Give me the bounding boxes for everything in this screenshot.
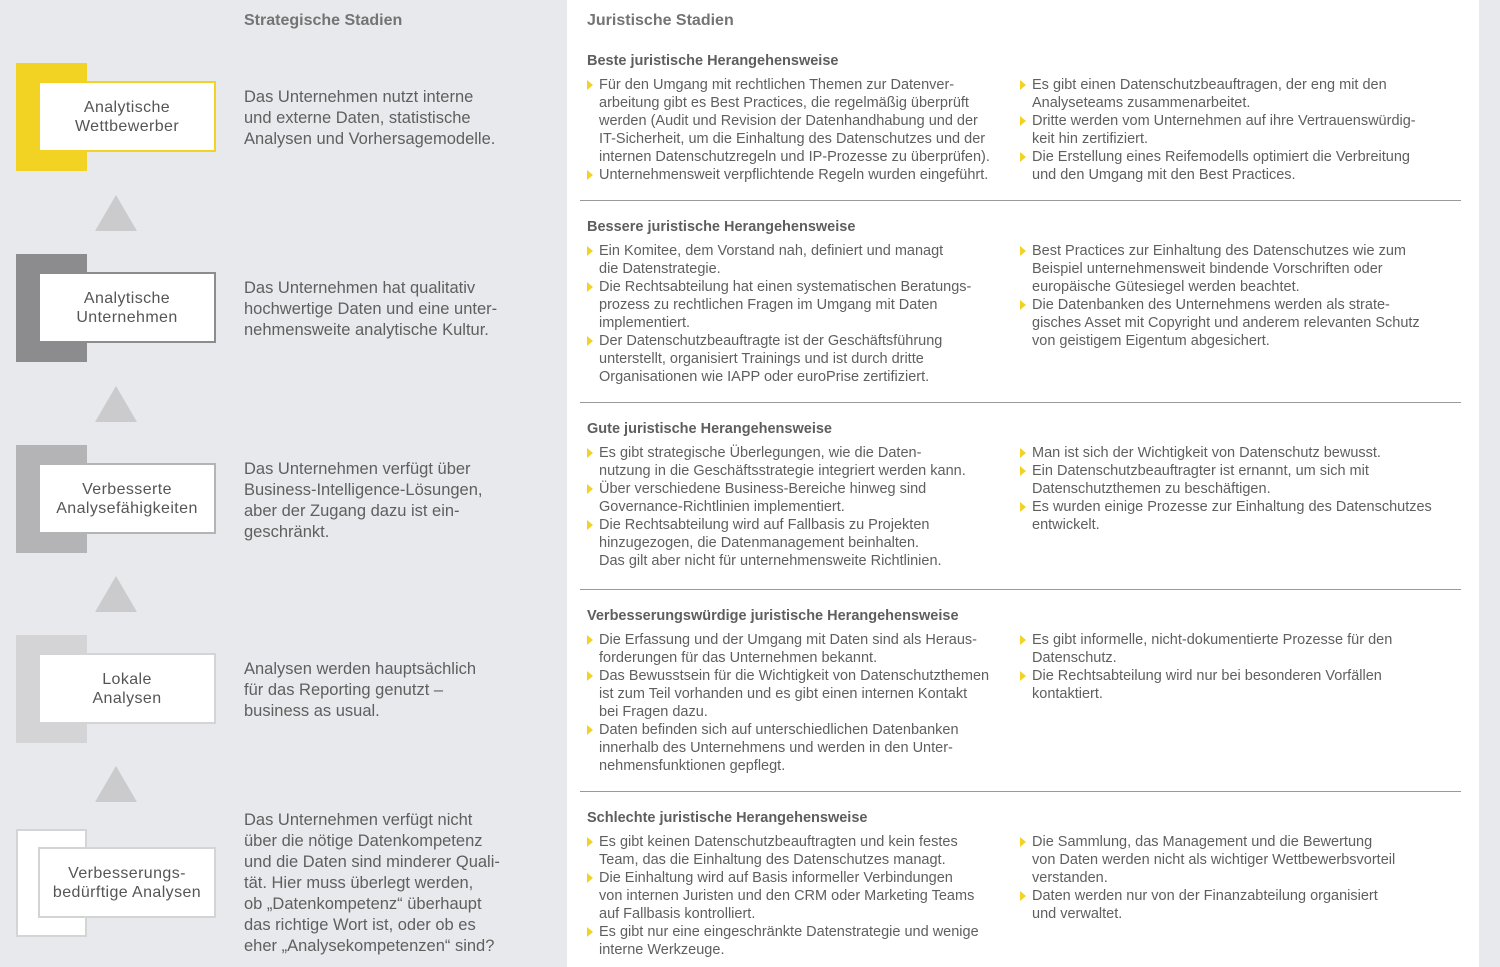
section-divider [580, 791, 1461, 792]
stage-description: Das Unternehmen nutzt interne und externe Daten, statistische Analysen und Vorhersagemodelle. [244, 88, 496, 148]
stage-description: Das Unternehmen verfügt über Business-Intelligence-Lösungen, aber der Zugang dazu ist ein- geschränkt. [244, 460, 483, 541]
section-title: Beste juristische Herangehensweise [587, 53, 839, 69]
bullet-text: Es wurden einige Prozesse zur Einhaltung des Datenschutzes entwickelt. [1032, 499, 1432, 533]
bullet-text: Best Practices zur Einhaltung des Datenschutzes wie zum Beispiel unternehmensweit bindende Vorschriften oder europäische Gütesiegel werden beachtet. [1032, 243, 1406, 295]
bullet-item [587, 278, 1012, 332]
stage-label: Verbesserungs- bedürftige Analysen [38, 847, 216, 918]
bullet-item [1020, 242, 1450, 296]
bullet-text: Das Bewusstsein für die Wichtigkeit von Datenschutzthemen ist zum Teil vorhanden und es gibt einen internen Kontakt bei Fragen dazu. [599, 668, 990, 720]
bullet-list-left [587, 631, 1012, 775]
stage-label: Lokale Analysen [38, 653, 216, 724]
bullet-text: Die Rechtsabteilung wird auf Fallbasis zu Projekten hinzugezogen, die Datenmanagement beinhalten. Das gilt aber nicht für unternehmensweite Richtlinien. [599, 517, 942, 569]
bullet-text: Unternehmensweit verpflichtende Regeln wurden eingeführt. [599, 167, 989, 183]
bullet-list-left [587, 242, 1012, 386]
bullet-item [1020, 76, 1450, 112]
section-title: Bessere juristische Herangehensweise [587, 219, 856, 235]
stage-description: Analysen werden hauptsächlich für das Reporting genutzt – business as usual. [244, 660, 477, 720]
bullet-text: Der Datenschutzbeauftragte ist der Geschäftsführung unterstellt, organisiert Trainings und ist durch dritte Organisationen wie IAPP oder euroPrise zertifiziert. [599, 333, 943, 385]
bullet-text: Es gibt nur eine eingeschränkte Datenstrategie und wenige interne Werkzeuge. [599, 924, 979, 958]
bullet-triangle-icon [1020, 671, 1026, 681]
bullet-item [587, 332, 1012, 386]
bullet-text: Es gibt strategische Überlegungen, wie die Daten- nutzung in die Geschäftsstrategie integriert werden kann. [599, 445, 966, 479]
bullet-triangle-icon [1020, 502, 1026, 512]
legal-section-poor [580, 809, 1461, 958]
bullet-text: Die Rechtsabteilung hat einen systematischen Beratungs- prozess zu rechtlichen Fragen im Umgang mit Daten implementiert. [599, 279, 972, 331]
bullet-triangle-icon [587, 873, 593, 883]
strategic-stages-heading: Strategische Stadien [244, 12, 403, 29]
bullet-text: Man ist sich der Wichtigkeit von Datenschutz bewusst. [1032, 445, 1381, 461]
bullet-triangle-icon [1020, 80, 1026, 90]
bullet-item [587, 516, 1012, 570]
bullet-item [587, 923, 1012, 959]
bullet-list-right [1020, 833, 1450, 923]
bullet-list-left [587, 76, 1012, 184]
bullet-triangle-icon [1020, 891, 1026, 901]
bullet-item [587, 76, 1012, 166]
bullet-item [1020, 833, 1450, 887]
bullet-list-right [1020, 631, 1450, 703]
bullet-text: Die Rechtsabteilung wird nur bei besonderen Vorfällen kontaktiert. [1032, 668, 1382, 702]
stage-analytical-companies [16, 254, 216, 362]
bullet-item [587, 667, 1012, 721]
section-title: Verbesserungswürdige juristische Herangehensweise [587, 608, 959, 624]
up-arrow-icon [95, 195, 137, 231]
bullet-triangle-icon [1020, 635, 1026, 645]
stage-improved-analytics [16, 445, 216, 553]
bullet-triangle-icon [587, 927, 593, 937]
section-divider [580, 589, 1461, 590]
stage-local-analytics [16, 635, 216, 743]
bullet-triangle-icon [1020, 246, 1026, 256]
bullet-triangle-icon [1020, 448, 1026, 458]
bullet-text: Es gibt informelle, nicht-dokumentierte Prozesse für den Datenschutz. [1032, 632, 1393, 666]
bullet-triangle-icon [1020, 152, 1026, 162]
bullet-triangle-icon [587, 336, 593, 346]
bullet-triangle-icon [587, 246, 593, 256]
bullet-text: Die Einhaltung wird auf Basis informeller Verbindungen von internen Juristen und den CRM oder Marketing Teams auf Fallbasis kontrolliert. [599, 870, 975, 922]
bullet-text: Es gibt einen Datenschutzbeauftragen, der eng mit den Analyseteams zusammenarbeitet. [1032, 77, 1387, 111]
bullet-triangle-icon [587, 635, 593, 645]
bullet-list-left [587, 444, 1012, 570]
bullet-text: Über verschiedene Business-Bereiche hinweg sind Governance-Richtlinien implementiert. [599, 481, 927, 515]
section-title: Gute juristische Herangehensweise [587, 421, 832, 437]
legal-section-improvable [580, 607, 1461, 774]
bullet-list-right [1020, 242, 1450, 350]
bullet-triangle-icon [587, 520, 593, 530]
bullet-triangle-icon [587, 448, 593, 458]
bullet-item [1020, 462, 1450, 498]
bullet-triangle-icon [1020, 466, 1026, 476]
legal-section-better [580, 218, 1461, 385]
stage-analytical-competitors [16, 63, 216, 171]
bullet-item [1020, 887, 1450, 923]
bullet-triangle-icon [587, 484, 593, 494]
bullet-text: Für den Umgang mit rechtlichen Themen zur Datenver- arbeitung gibt es Best Practices, die regelmäßig überprüft werden (Audit und Revision der Datenhandhabung und der IT-Sicherheit, um die Einhaltung des Datenschutzes und der internen Datenschutzregeln und IP-Prozesse zu überprüfen). [599, 77, 990, 165]
bullet-triangle-icon [587, 725, 593, 735]
stage-label: Analytische Unternehmen [38, 272, 216, 343]
bullet-triangle-icon [1020, 116, 1026, 126]
right-margin-strip [1479, 0, 1500, 967]
up-arrow-icon [95, 576, 137, 612]
bullet-item [587, 721, 1012, 775]
bullet-triangle-icon [1020, 300, 1026, 310]
bullet-item [587, 833, 1012, 869]
bullet-text: Ein Datenschutzbeauftragter ist ernannt, um sich mit Datenschutzthemen zu beschäftigen. [1032, 463, 1369, 497]
section-divider [580, 200, 1461, 201]
bullet-item [1020, 148, 1450, 184]
bullet-text: Die Erfassung und der Umgang mit Daten sind als Heraus- forderungen für das Unternehmen bekannt. [599, 632, 977, 666]
stage-description: Das Unternehmen verfügt nicht über die nötige Datenkompetenz und die Daten sind minderer Quali- tät. Hier muss überlegt werden, ob „Datenkompetenz“ überhaupt das richtige Wort ist, oder ob es eher „Analysekompetenzen“ sind? [244, 811, 500, 955]
bullet-item [587, 480, 1012, 516]
bullet-item [587, 631, 1012, 667]
bullet-list-right [1020, 76, 1450, 184]
bullet-item [1020, 631, 1450, 667]
bullet-triangle-icon [587, 837, 593, 847]
section-divider [580, 402, 1461, 403]
bullet-text: Daten befinden sich auf unterschiedlichen Datenbanken innerhalb des Unternehmens und werden in den Unter- nehmensfunktionen gepflegt. [599, 722, 959, 774]
bullet-item [1020, 112, 1450, 148]
bullet-text: Die Sammlung, das Management und die Bewertung von Daten werden nicht als wichtiger Wettbewerbsvorteil verstanden. [1032, 834, 1396, 886]
bullet-text: Ein Komitee, dem Vorstand nah, definiert und managt die Datenstrategie. [599, 243, 944, 277]
bullet-item [1020, 498, 1450, 534]
bullet-item [587, 242, 1012, 278]
legal-stages-heading: Juristische Stadien [587, 12, 734, 29]
bullet-triangle-icon [587, 282, 593, 292]
stage-label: Verbesserte Analysefähigkeiten [38, 463, 216, 534]
bullet-item [1020, 296, 1450, 350]
up-arrow-icon [95, 386, 137, 422]
legal-section-best [580, 52, 1461, 183]
section-title: Schlechte juristische Herangehensweise [587, 810, 868, 826]
bullet-text: Dritte werden vom Unternehmen auf ihre Vertrauenswürdig- keit hin zertifiziert. [1032, 113, 1416, 147]
bullet-item [587, 869, 1012, 923]
bullet-triangle-icon [1020, 837, 1026, 847]
bullet-list-right [1020, 444, 1450, 534]
legal-section-good [580, 420, 1461, 569]
bullet-item [1020, 444, 1450, 462]
stage-description: Das Unternehmen hat qualitativ hochwertige Daten und eine unter- nehmensweite analytische Kultur. [244, 279, 498, 339]
bullet-text: Daten werden nur von der Finanzabteilung organisiert und verwaltet. [1032, 888, 1378, 922]
bullet-item [587, 166, 1012, 184]
bullet-triangle-icon [587, 671, 593, 681]
bullet-item [1020, 667, 1450, 703]
bullet-triangle-icon [587, 170, 593, 180]
bullet-text: Die Erstellung eines Reifemodells optimiert die Verbreitung und den Umgang mit den Best Practices. [1032, 149, 1410, 183]
bullet-list-left [587, 833, 1012, 959]
bullet-triangle-icon [587, 80, 593, 90]
stage-analytics-needing-improvement [16, 829, 216, 937]
bullet-item [587, 444, 1012, 480]
bullet-text: Die Datenbanken des Unternehmens werden als strate- gisches Asset mit Copyright und anderem relevanten Schutz von geistigem Eigentum abgesichert. [1032, 297, 1420, 349]
stage-label: Analytische Wettbewerber [38, 81, 216, 152]
bullet-text: Es gibt keinen Datenschutzbeauftragten und kein festes Team, das die Einhaltung des Datenschutzes managt. [599, 834, 958, 868]
up-arrow-icon [95, 766, 137, 802]
